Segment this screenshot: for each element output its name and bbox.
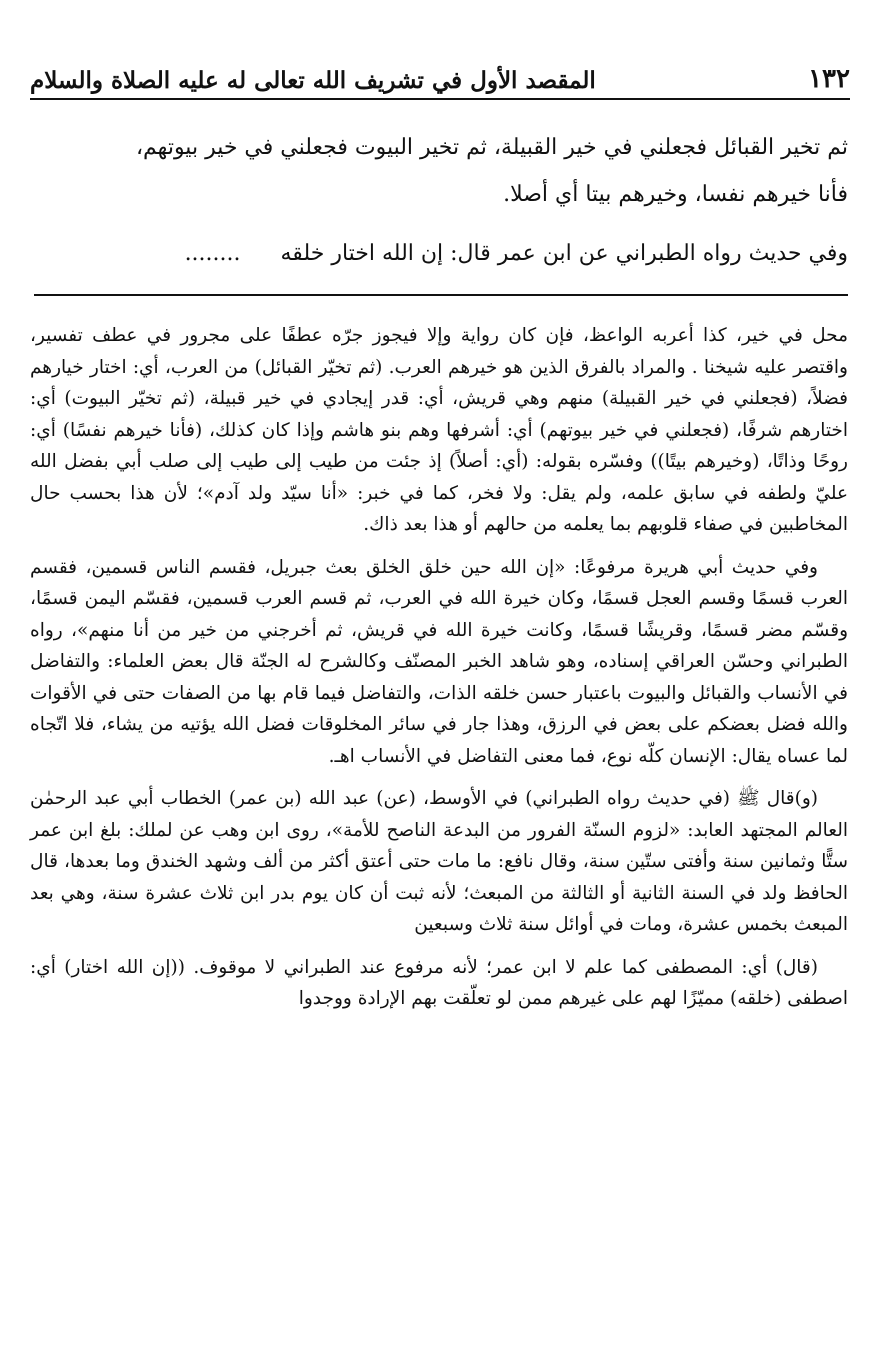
hadith-line: ثم تخير القبائل فجعلني في خير القبيلة، ثم تخير البيوت فجعلني في خير بيوتهم، bbox=[135, 135, 848, 160]
hadith-line-text: وفي حديث رواه الطبراني عن ابن عمر قال: إن الله اختار خلقه bbox=[280, 241, 848, 266]
commentary-paragraph: (و)قال ﷺ (في حديث رواه الطبراني) في الأوسط، (عن) عبد الله (بن عمر) الخطاب أبي عبد الرحمٰن العالم المجتهد العابد: «لزوم السنّة الفرور من البدعة الناصح للأمة»، روى ابن وهب عن لملك: بلغ ابن عمر ستًّا وثمانين سنة وأفتى ستّين سنة، وقال نافع: ما مات حتى أعتق أكثر من ألف وشهد الخندق وما بعدها، قال الحافظ ولد في السنة الثانية أو الثالثة من المبعث؛ لأنه ثبت أن كان يوم بدر ابن ثلاث عشرة سنة، وهي بعد المبعث بخمس عشرة، ومات في أوائل سنة ثلاث وسبعين bbox=[30, 788, 848, 935]
chapter-title: المقصد الأول في تشريف الله تعالى له عليه الصلاة والسلام bbox=[30, 67, 596, 94]
page-header bbox=[30, 50, 850, 100]
commentary-paragraph: محل في خير، كذا أعربه الواعظ، فإن كان رواية وإلا فيجوز جرّه عطفًا على مجرور في عطف تفسير، واقتصر عليه شيخنا . والمراد بالفرق الذين هو خيرهم العرب. (ثم تخيّر القبائل) من العرب، أي: اختار خيارهم فضلاً، (فجعلني في خير القبيلة) منهم وهي قريش، أي: قدر إيجادي في خير قبيلة، (ثم تخيّر البيوت) أي: اختارهم شرفًا، (فجعلني في خير بيوتهم) أي: أشرفها وهم بنو هاشم وإذا كان كذلك، (فأنا خيرهم نفسًا) أي: روحًا وذاتًا، (وخيرهم بيتًا)) وفسّره بقوله: (أي: أصلاً) إذ جئت من طيب إلى طيب إلى صلب أبي بفضل الله عليّ ولطفه في سابق علمه، ولم يقل: ولا فخر، كما في خبر: «أنا سيّد ولد آدم»؛ لأن هذا بحسب حال المخاطبين في صفاء قلوبهم بما يعلمه من حالهم أو هذا بعد ذاك. bbox=[30, 325, 848, 535]
section-divider bbox=[34, 294, 848, 296]
page-number: ١٣٢ bbox=[808, 64, 850, 94]
hadith-text bbox=[30, 124, 848, 277]
commentary-paragraph: وفي حديث أبي هريرة مرفوعًا: «إن الله حين خلق الخلق بعث جبريل، فقسم الناس قسمين، فقسم العرب قسمًا وقسم العجل قسمًا، وكان خيرة الله في العرب، ثم قسم العرب قسمين، فقسّم اليمن قسمًا، وقسّم مضر قسمًا، وقريشًا قسمًا، وكانت خيرة الله في قريش، ثم أخرجني من خير من أنا منهم»، رواه الطبراني وحسّن العراقي إسناده، وهو شاهد الخبر المصنّف وكالشرح له الجنّة قال بعض العلماء: والتفاضل في الأنساب والقبائل والبيوت باعتبار حسن خلقه الذات، والتفاضل فيما قام بها من الصفات حتى في الأقوات والله فضل بعضكم على بعض في الرزق، وهذا جار في سائر المخلوقات فضل الله يؤتيه من يشاء، فلا اتّجاه لما عساه يقال: الإنسان كلّه نوع، فما معنى التفاضل في الأنساب اهـ. bbox=[30, 556, 848, 767]
hadith-line: فأنا خيرهم نفسا، وخيرهم بيتا أي أصلا. bbox=[503, 182, 848, 207]
ellipsis-dots: ........ bbox=[184, 241, 241, 266]
hadith-line bbox=[30, 230, 848, 277]
commentary-paragraph: (قال) أي: المصطفى كما علم لا ابن عمر؛ لأنه مرفوع عند الطبراني لا موقوف. ((إن الله اختار) أي: اصطفى (خلقه) مميّزًا لهم على غيرهم ممن لو تعلّقت بهم الإرادة ووجدوا bbox=[30, 956, 848, 1009]
commentary-text bbox=[30, 320, 848, 1026]
